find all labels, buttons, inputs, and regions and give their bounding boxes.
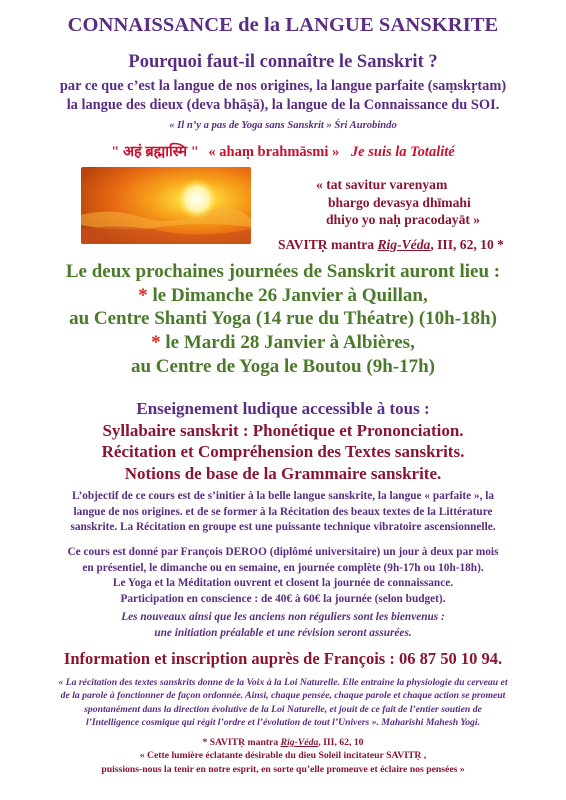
course-paragraph	[0, 545, 566, 607]
session-2-venue: au Centre de Yoga le Boutou (9h-17h)	[130, 355, 435, 377]
objective-line: L’objectif de ce cours est de s’initier à la belle langue sanskrite, la langue « parfaite », la	[71, 490, 495, 502]
subtitle-question: Pourquoi faut-il connaître le Sanskrit ?	[128, 52, 438, 72]
course-line: Ce cours est donné par François DEROO (diplômé universitaire) un jour à deux par mois	[67, 546, 499, 558]
session-1-venue: au Centre Shanti Yoga (14 rue du Théatre) (10h-18h)	[69, 308, 497, 330]
page-title: CONNAISSANCE de la LANGUE SANSKRITE	[67, 14, 499, 36]
footer-mantra-translation	[0, 736, 566, 776]
savitur-mantra	[270, 176, 560, 253]
contact-info: Information et inscription auprès de François : 06 87 50 10 94.	[63, 649, 503, 668]
course-line: en présentiel, le dimanche ou en semaine, en journée complète (9h-17h ou 10h-18h).	[82, 561, 484, 574]
course-line: Le Yoga et la Méditation ouvrent et closent la journée de connaissance.	[112, 577, 454, 589]
footer-reference	[0, 736, 566, 749]
teaching-list	[0, 398, 566, 484]
footer-ref-prefix: * SAVITṚ mantra	[202, 737, 281, 748]
quote-line: l’Intelligence cosmique qui régit l’ordre et l’évolution de tout l’Univers ». Maharishi Mahesh Yogi.	[85, 717, 481, 729]
teaching-item: Syllabaire sanskrit : Phonétique et Prononciation.	[102, 420, 464, 440]
course-line: Participation en conscience : de 40€ à 60€ la journée (selon budget).	[120, 592, 446, 605]
newcomers-paragraph	[0, 610, 566, 641]
sun-image	[81, 167, 251, 244]
origins-line: la langue des dieux (deva bhāṣā), la langue de la Connaissance du SOI.	[66, 97, 500, 113]
session-2-text: le Mardi 28 Janvier à Albières,	[160, 332, 415, 354]
mantra-line: dhiyo yo naḥ pracodayāt »	[326, 212, 481, 227]
newcomers-line: une initiation préalable et une révision seront assurées.	[154, 626, 412, 639]
aham-brahmasmi-line	[0, 141, 566, 161]
mantra-ref-suffix: , III, 62, 10 *	[430, 236, 504, 252]
aham-translation: Je suis la Totalité	[350, 144, 455, 160]
objective-line: sanskrite. La Récitation en groupe est une puissante technique vibratoire ascensionnelle.	[70, 521, 496, 533]
mantra-line: bhargo devasya dhīmahi	[328, 194, 471, 210]
session-2-date	[0, 331, 566, 355]
objective-line: langue de nos origines. et de se former à la Récitation des beaux textes de la Littérature	[73, 505, 493, 518]
footer-line: « Cette lumière éclatante désirable du dieu Soleil incitateur SAVITṚ ,	[139, 750, 427, 762]
sessions-announcement	[0, 260, 566, 379]
footer-line: puissions-nous la tenir en notre esprit, en sorte qu’elle promeuve et éclaire nos pensées »	[101, 763, 465, 775]
newcomers-line: Les nouveaux ainsi que les anciens non réguliers sont les bienvenus :	[121, 611, 445, 623]
quote-line: spontanément dans la direction évolutive de la Loi Naturelle, et jouit de ce fait de l’entier soutien de	[84, 703, 482, 715]
objective-paragraph	[0, 489, 566, 536]
origins-line: par ce que c’est la langue de nos origines, la langue parfaite (saṃskṛtam)	[59, 78, 507, 94]
teaching-item: Notions de base de la Grammaire sanskrite.	[124, 463, 442, 483]
sessions-intro: Le deux prochaines journées de Sanskrit auront lieu :	[65, 261, 501, 282]
teaching-heading: Enseignement ludique accessible à tous :	[136, 399, 430, 418]
session-1-date	[0, 284, 566, 308]
footer-rig-veda-label: Rig-Véda	[280, 737, 319, 748]
mantra-line: « tat savitur varenyam	[316, 177, 448, 192]
footer-ref-suffix: , III, 62, 10	[318, 737, 364, 748]
session-1-text: le Dimanche 26 Janvier à Quillan,	[147, 284, 428, 306]
aham-translit: « ahaṃ brahmāsmi »	[208, 144, 340, 160]
aham-devanagari: " अहं ब्रह्मास्मि "	[111, 144, 199, 160]
quote-line: de la parole à fonctionner de façon ordonnée. Ainsi, chaque pensée, chaque parole et chaque action se promeut	[60, 690, 506, 702]
maharishi-quote	[0, 676, 566, 730]
mantra-ref-prefix: SAVITṚ mantra	[278, 236, 378, 252]
quote-line: « La récitation des textes sanskrits donne de la Voix à la Loi Naturelle. Elle entraine la physiologie du cerveau et	[58, 677, 508, 688]
star-icon: *	[151, 332, 161, 354]
origins-paragraph	[0, 77, 566, 115]
aurobindo-quote: « Il n’y a pas de Yoga sans Sanskrit » Śri Aurobindo	[169, 120, 397, 131]
rig-veda-label: Rig-Véda	[377, 236, 431, 252]
mantra-reference	[278, 236, 560, 254]
star-icon: *	[138, 284, 148, 306]
teaching-item: Récitation et Compréhension des Textes sanskrits.	[101, 442, 465, 461]
